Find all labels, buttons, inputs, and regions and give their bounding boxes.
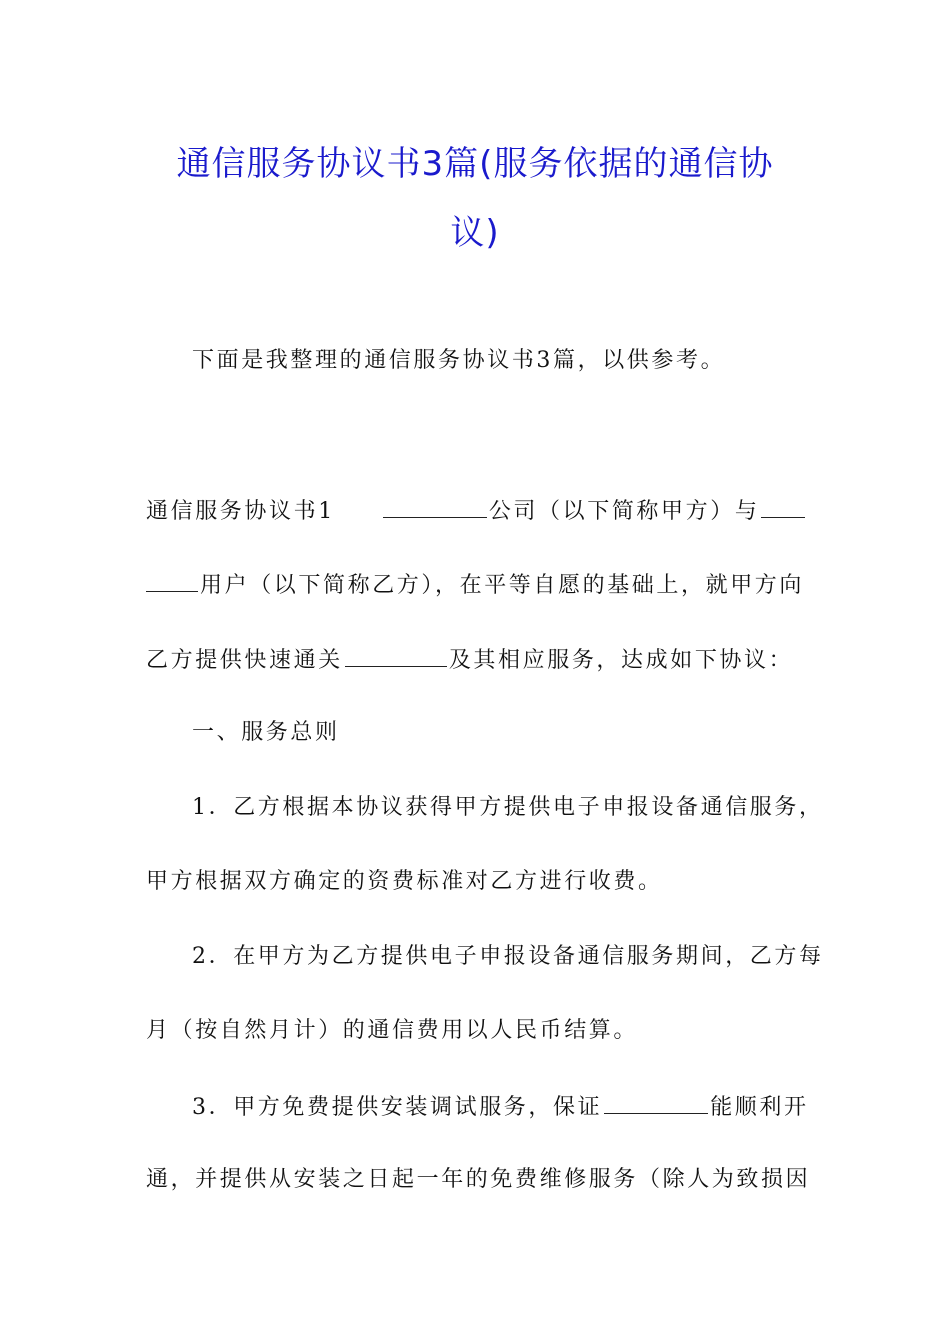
intro-paragraph: 下面是我整理的通信服务协议书3篇，以供参考。 bbox=[192, 348, 726, 373]
paragraph-line bbox=[146, 644, 793, 676]
paragraph-line: 2．在甲方为乙方提供电子申报设备通信服务期间，乙方每 bbox=[192, 944, 824, 969]
document-title-line-1: 通信服务协议书3篇(服务依据的通信协 bbox=[176, 144, 774, 184]
paragraph-line bbox=[146, 569, 804, 601]
agreement-heading: 通信服务协议书1 bbox=[146, 499, 335, 524]
paragraph-line: 通，并提供从安装之日起一年的免费维修服务（除人为致损因 bbox=[146, 1167, 811, 1192]
fill-in-blank bbox=[604, 1091, 708, 1114]
text-span: 及其相应服务，达成如下协议： bbox=[448, 648, 794, 673]
fill-in-blank bbox=[146, 569, 198, 592]
text-span: 能顺利开 bbox=[710, 1095, 809, 1120]
document-title-line-2: 议) bbox=[450, 213, 500, 253]
fill-in-blank bbox=[345, 644, 447, 667]
paragraph-line bbox=[146, 495, 807, 527]
fill-in-blank bbox=[383, 495, 487, 518]
text-span: 公司（以下简称甲方）与 bbox=[488, 499, 760, 524]
section-heading: 一、服务总则 bbox=[192, 720, 340, 745]
text-span: 3．甲方免费提供安装调试服务，保证 bbox=[192, 1095, 603, 1120]
paragraph-line: 月（按自然月计）的通信费用以人民币结算。 bbox=[146, 1018, 639, 1043]
paragraph-line: 甲方根据双方确定的资费标准对乙方进行收费。 bbox=[146, 869, 663, 894]
paragraph-line bbox=[192, 1091, 809, 1123]
paragraph-line: 1．乙方根据本协议获得甲方提供电子申报设备通信服务， bbox=[192, 795, 824, 820]
text-span: 乙方提供快速通关 bbox=[146, 648, 343, 673]
text-span: 用户（以下简称乙方），在平等自愿的基础上，就甲方向 bbox=[200, 573, 805, 598]
fill-in-blank bbox=[761, 495, 805, 518]
